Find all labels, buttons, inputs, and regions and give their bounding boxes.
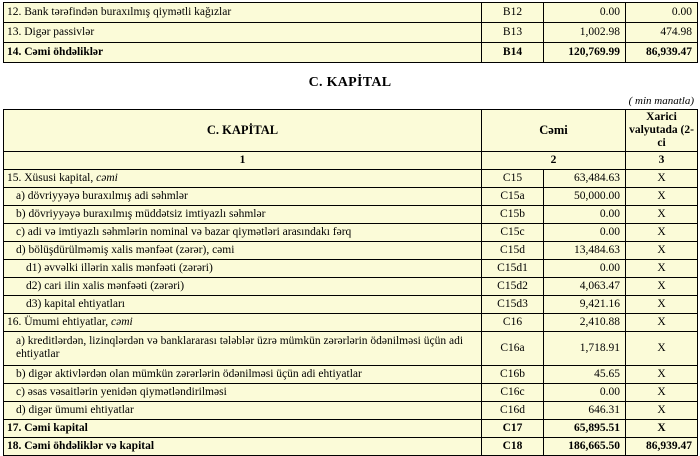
liabilities-table-continuation xyxy=(3,2,698,63)
row-total: 13,484.63 xyxy=(544,241,626,259)
units-note: ( min manatla) xyxy=(628,95,694,107)
row-label: d) bölüşdürülməmiş xalis mənfəət (zərər), cəmi xyxy=(4,241,482,259)
row-code: C16 xyxy=(482,313,544,331)
row-label: 18. Cəmi öhdəliklər və kapital xyxy=(4,437,482,455)
table-row xyxy=(4,401,698,419)
row-code: C16b xyxy=(482,365,544,383)
row-code: B13 xyxy=(482,23,544,43)
table-row xyxy=(4,313,698,331)
col-number-3: 3 xyxy=(626,151,698,169)
row-total: 63,484.63 xyxy=(544,169,626,187)
table-row xyxy=(4,223,698,241)
table-row xyxy=(4,365,698,383)
row-code: C15a xyxy=(482,187,544,205)
row-foreign: X xyxy=(626,419,698,437)
table-row-total xyxy=(4,43,698,63)
capital-table-header xyxy=(4,110,698,152)
row-label: d) digər ümumi ehtiyatlar xyxy=(4,401,482,419)
row-code: C17 xyxy=(482,419,544,437)
table-row xyxy=(4,383,698,401)
row-total: 1,002.98 xyxy=(544,23,626,43)
row-total: 646.31 xyxy=(544,401,626,419)
row-total: 120,769.99 xyxy=(544,43,626,63)
table-row xyxy=(4,259,698,277)
row-foreign: X xyxy=(626,365,698,383)
row-label: c) əsas vəsaitlərin yenidən qiymətləndirilməsi xyxy=(4,383,482,401)
row-total: 0.00 xyxy=(544,205,626,223)
header-foreign-currency xyxy=(626,110,698,152)
row-code: C15d xyxy=(482,241,544,259)
section-title: C. KAPİTAL xyxy=(308,75,392,90)
row-foreign: X xyxy=(626,169,698,187)
row-total: 186,665.50 xyxy=(544,437,626,455)
row-foreign: X xyxy=(626,331,698,365)
row-code: C16c xyxy=(482,383,544,401)
table-row xyxy=(4,241,698,259)
col-number-1: 1 xyxy=(4,151,482,169)
row-code: C16a xyxy=(482,331,544,365)
row-label: 17. Cəmi kapital xyxy=(4,419,482,437)
row-total: 45.65 xyxy=(544,365,626,383)
document-page xyxy=(0,2,700,452)
row-code: C15d2 xyxy=(482,277,544,295)
table-row xyxy=(4,331,698,365)
row-code: C15d3 xyxy=(482,295,544,313)
row-foreign: X xyxy=(626,383,698,401)
row-foreign: 86,939.47 xyxy=(626,43,698,63)
header-foreign-line1: Xarici xyxy=(646,111,677,123)
table-row xyxy=(4,205,698,223)
row-code: C15 xyxy=(482,169,544,187)
row-total: 0.00 xyxy=(544,259,626,277)
row-total: 4,063.47 xyxy=(544,277,626,295)
row-total: 2,410.88 xyxy=(544,313,626,331)
capital-table xyxy=(3,109,698,456)
row-foreign: X xyxy=(626,259,698,277)
row-foreign: X xyxy=(626,295,698,313)
header-section: C. KAPİTAL xyxy=(4,110,482,152)
row-label: b) dövriyyəyə buraxılmış müddətsiz imtiyazlı səhmlər xyxy=(4,205,482,223)
table-row xyxy=(4,277,698,295)
row-foreign: X xyxy=(626,205,698,223)
row-code: C15c xyxy=(482,223,544,241)
row-code: C18 xyxy=(482,437,544,455)
row-code: B14 xyxy=(482,43,544,63)
row-foreign: X xyxy=(626,313,698,331)
table-row xyxy=(4,295,698,313)
row-total: 0.00 xyxy=(544,223,626,241)
row-label: a) dövriyyəyə buraxılmış adi səhmlər xyxy=(4,187,482,205)
row-label: a) kreditlərdən, lizinqlərdən və banklararası tələblər üzrə mümkün zərərlərin ödənilməsi üçün adi ehtiyatlar xyxy=(4,331,482,365)
row-label: 16. Ümumi ehtiyatlar, cəmi xyxy=(4,313,482,331)
table-row xyxy=(4,187,698,205)
row-label: d1) əvvəlki illərin xalis mənfəəti (zərəri) xyxy=(4,259,482,277)
header-total: Cəmi xyxy=(482,110,626,152)
row-total: 0.00 xyxy=(544,3,626,23)
row-foreign: X xyxy=(626,277,698,295)
row-total: 0.00 xyxy=(544,383,626,401)
table-row xyxy=(4,3,698,23)
table-row-total xyxy=(4,437,698,455)
row-total: 9,421.16 xyxy=(544,295,626,313)
row-code: C15b xyxy=(482,205,544,223)
row-foreign: X xyxy=(626,187,698,205)
row-label: 13. Digər passivlər xyxy=(4,23,482,43)
column-number-row xyxy=(4,151,698,169)
table-row xyxy=(4,23,698,43)
table-row xyxy=(4,169,698,187)
row-foreign: X xyxy=(626,241,698,259)
table-row-total xyxy=(4,419,698,437)
row-foreign: X xyxy=(626,223,698,241)
row-total: 50,000.00 xyxy=(544,187,626,205)
row-code: B12 xyxy=(482,3,544,23)
row-total: 1,718.91 xyxy=(544,331,626,365)
row-foreign: X xyxy=(626,401,698,419)
header-foreign-line2: valyutada (2-ci xyxy=(629,123,694,149)
row-label: 12. Bank tərəfindən buraxılmış qiymətli kağızlar xyxy=(4,3,482,23)
row-foreign: 0.00 xyxy=(626,3,698,23)
row-label: d3) kapital ehtiyatları xyxy=(4,295,482,313)
row-label: d2) cari ilin xalis mənfəəti (zərəri) xyxy=(4,277,482,295)
row-label: 15. Xüsusi kapital, cəmi xyxy=(4,169,482,187)
row-foreign: 474.98 xyxy=(626,23,698,43)
row-code: C15d1 xyxy=(482,259,544,277)
row-label: 14. Cəmi öhdəliklər xyxy=(4,43,482,63)
col-number-2: 2 xyxy=(482,151,626,169)
row-label: c) adi və imtiyazlı səhmlərin nominal və bazar qiymətləri arasındakı fərq xyxy=(4,223,482,241)
row-label: b) digər aktivlərdən olan mümkün zərərlərin ödənilməsi üçün adi ehtiyatlar xyxy=(4,365,482,383)
row-total: 65,895.51 xyxy=(544,419,626,437)
row-code: C16d xyxy=(482,401,544,419)
row-foreign: 86,939.47 xyxy=(626,437,698,455)
